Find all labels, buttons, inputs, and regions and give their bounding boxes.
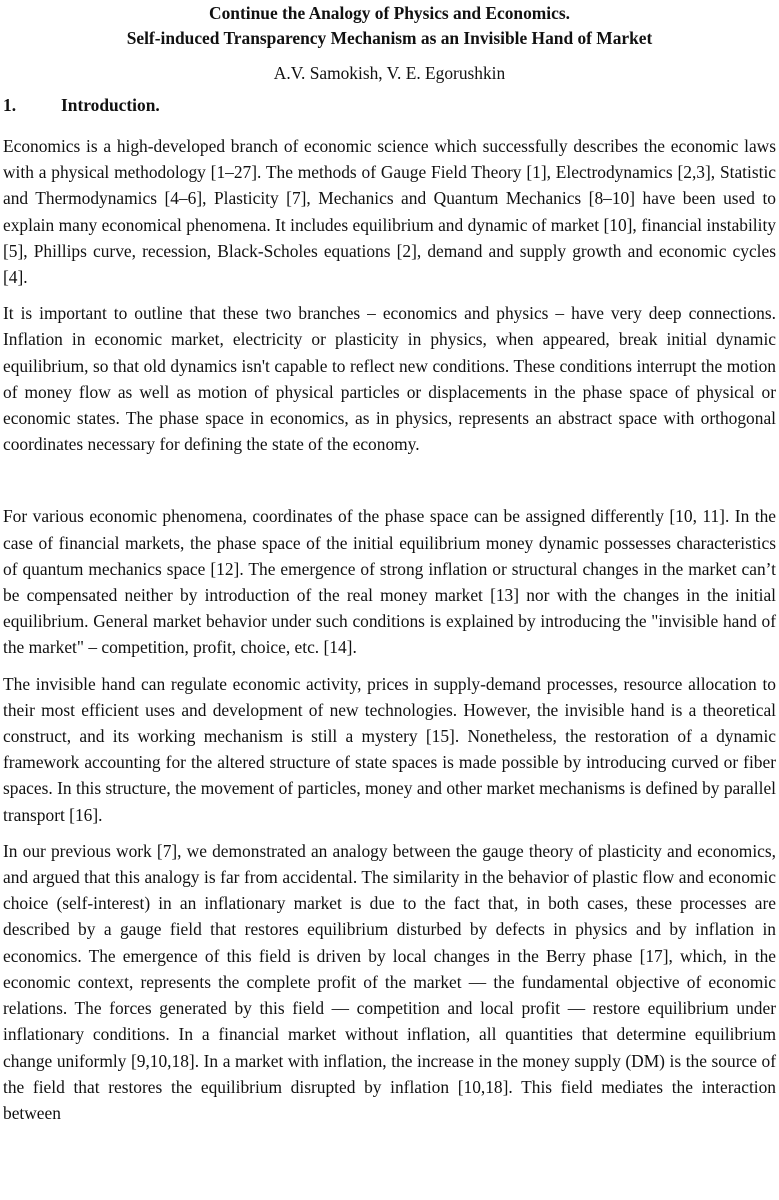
paragraph: For various economic phenomena, coordinates of the phase space can be assigned differently [10, 11]. In the case of financial markets, the phase space of the initial equilibrium money dynamic possesses characteristics of quantum mechanics space [12]. The emergence of strong inflation or structural changes in the market can’t be compensated neither by introduction of the real money market [13] nor with the changes in the initial equilibrium. General market behavior under such conditions is explained by introducing the "invisible hand of the market" – competition, profit, choice, etc. [14]. bbox=[3, 506, 776, 658]
paper-title bbox=[3, 0, 776, 51]
paper-page bbox=[3, 0, 776, 1126]
paragraph: It is important to outline that these two branches – economics and physics – have very deep connections. Inflation in economic market, electricity or plasticity in physics, when appeared, break initial dynamic equilibrium, so that old dynamics isn't capable to reflect new conditions. These conditions interrupt the motion of money flow as well as motion of physical particles or displacements in the phase space of physical or economic states. The phase space in economics, as in physics, represents an abstract space with orthogonal coordinates necessary for defining the state of the economy. bbox=[3, 303, 776, 455]
section-title: Introduction. bbox=[61, 95, 160, 115]
paragraph: In our previous work [7], we demonstrated an analogy between the gauge theory of plasticity and economics, and argued that this analogy is far from accidental. The similarity in the behavior of plastic flow and economic choice (self-interest) in an inflationary market is due to the fact that, in both cases, these processes are described by a gauge field that restores equilibrium disturbed by defects in physics and by inflation in economics. The emergence of this field is driven by local changes in the Berry phase [17], which, in the economic context, represents the complete profit of the market — the fundamental objective of economic relations. The forces generated by this field — competition and local profit — restore equilibrium under inflationary conditions. In a financial market without inflation, all quantities that determine equilibrium change uniformly [9,10,18]. In a market with inflation, the increase in the money supply (DM) is the source of the field that restores the equilibrium disrupted by inflation [10,18]. This field mediates the interaction between bbox=[3, 840, 776, 1123]
authors: A.V. Samokish, V. E. Egorushkin bbox=[273, 63, 506, 83]
title-line-1: Continue the Analogy of Physics and Economics. bbox=[209, 3, 570, 23]
paragraph: Economics is a high-developed branch of economic science which successfully describes the economic laws with a physical methodology [1–27]. The methods of Gauge Field Theory [1], Electrodynamics [2,3], Statistic and Thermodynamics [4–6], Plasticity [7], Mechanics and Quantum Mechanics [8–10] have been used to explain many economical phenomena. It includes equilibrium and dynamic of market [10], financial instability [5], Phillips curve, recession, Black-Scholes equations [2], demand and supply growth and economic cycles [4]. bbox=[3, 136, 776, 288]
title-line-2: Self-induced Transparency Mechanism as an Invisible Hand of Market bbox=[126, 28, 653, 48]
section-number: 1. bbox=[3, 95, 17, 115]
paragraph: The invisible hand can regulate economic activity, prices in supply-demand processes, resource allocation to their most efficient uses and development of new technologies. However, the invisible hand is a theoretical construct, and its working mechanism is still a mystery [15]. Nonetheless, the restoration of a dynamic framework accounting for the altered structure of state spaces is made possible by introducing curved or fiber spaces. In this structure, the movement of particles, money and other market mechanisms is defined by parallel transport [16]. bbox=[3, 673, 776, 825]
section-heading bbox=[3, 93, 776, 118]
